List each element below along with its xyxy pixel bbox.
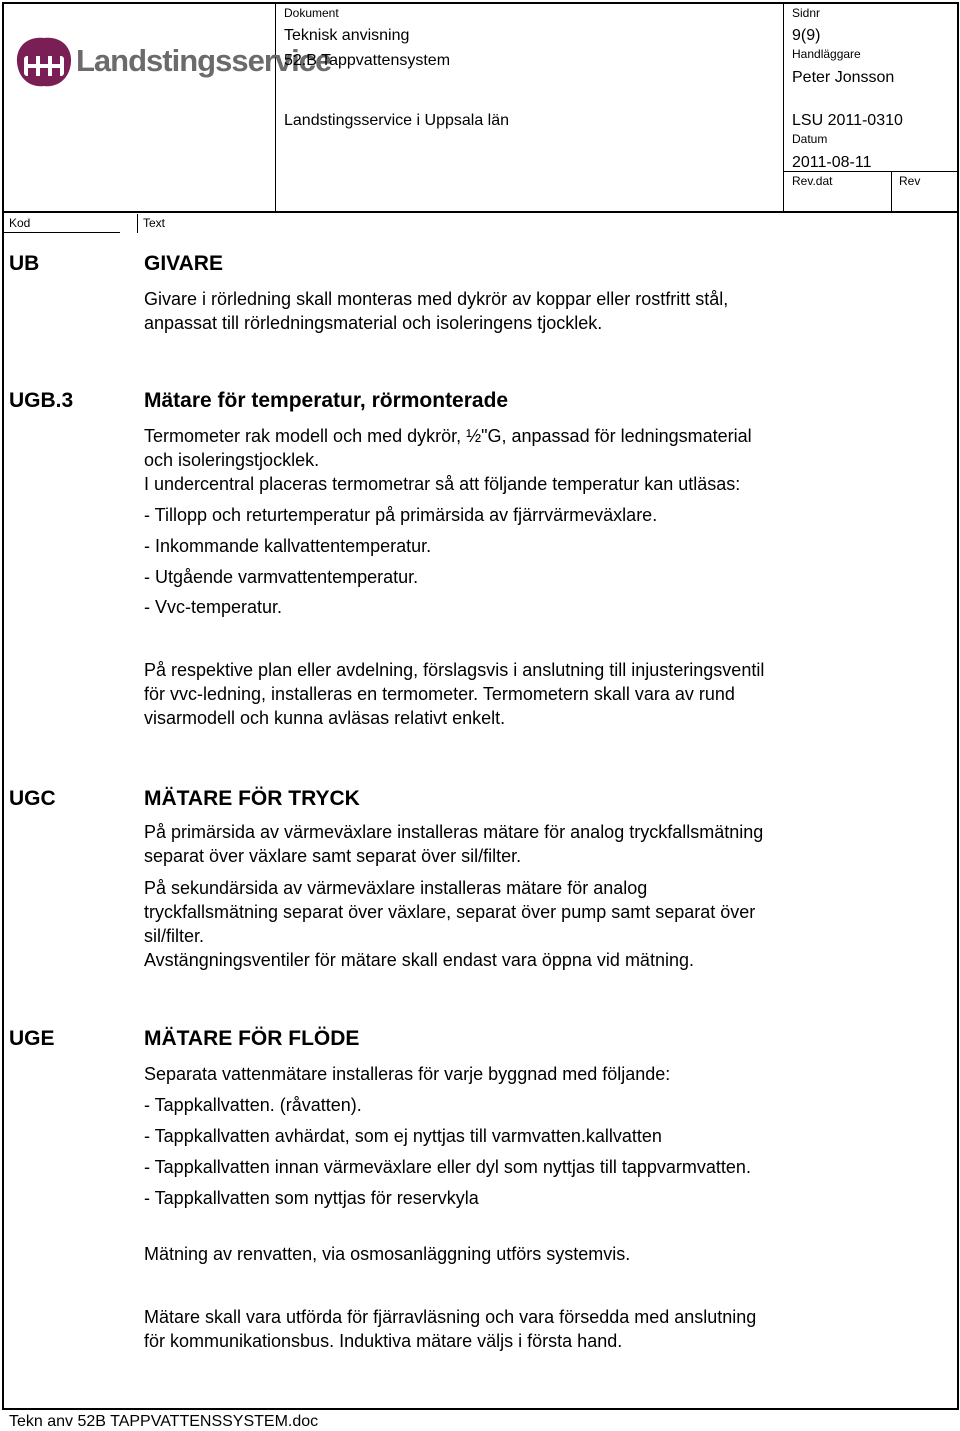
revdat-label: Rev.dat — [792, 174, 833, 188]
handlaggare-label: Handläggare — [792, 47, 861, 61]
paragraph-line: Mätare skall vara utförda för fjärravläsning och vara försedda med anslutning — [144, 1307, 757, 1327]
list-item: - Utgående varmvattentemperatur. — [144, 567, 419, 587]
paragraph-line: Separata vattenmätare installeras för varje byggnad med följande: — [144, 1064, 671, 1084]
paragraph-line: Avstängningsventiler för mätare skall endast vara öppna vid mätning. — [144, 950, 694, 970]
list-item: - Tappkallvatten. (råvatten). — [144, 1095, 362, 1115]
paragraph-line: På respektive plan eller avdelning, förslagsvis i anslutning till injusteringsventil — [144, 660, 765, 680]
body-bottom-border — [2, 1408, 959, 1410]
sidnr-label: Sidnr — [792, 6, 821, 20]
column-header-kod: Kod — [9, 216, 31, 230]
document-reference: LSU 2011-0310 — [792, 112, 903, 129]
section-heading: GIVARE — [144, 252, 223, 275]
header-divider-logo — [275, 2, 276, 212]
paragraph-line: På primärsida av värmeväxlare installeras mätare för analog tryckfallsmätning — [144, 822, 764, 842]
organisation-name: Landstingsservice i Uppsala län — [284, 112, 510, 129]
list-item: - Tappkallvatten som nyttjas för reservkyla — [144, 1188, 479, 1208]
section-heading: MÄTARE FÖR FLÖDE — [144, 1027, 360, 1050]
header-top-border — [2, 2, 958, 4]
section-code: UGB.3 — [9, 389, 74, 412]
paragraph-line: Termometer rak modell och med dykrör, ½"G, anpassad för ledningsmaterial — [144, 426, 752, 446]
organisation-logo — [14, 34, 332, 92]
paragraph-line: tryckfallsmätning separat över växlare, separat över pump samt separat över — [144, 902, 756, 922]
paragraph-line: I undercentral placeras termometrar så att följande temperatur kan utläsas: — [144, 474, 741, 494]
dokument-subtitle: 52.B Tappvattensystem — [284, 52, 451, 69]
datum-value: 2011-08-11 — [792, 154, 872, 171]
column-header-text: Text — [143, 216, 166, 230]
logo-mark-icon — [14, 34, 74, 90]
datum-label: Datum — [792, 132, 828, 146]
header-left-border — [2, 2, 4, 212]
rev-label: Rev — [899, 174, 921, 188]
column-divider-tick — [137, 214, 138, 233]
kod-underline — [2, 232, 120, 233]
footer-filename: Tekn anv 52B TAPPVATTENSSYSTEM.doc — [9, 1413, 319, 1430]
header-divider-right — [783, 2, 784, 212]
section-code: UB — [9, 252, 40, 275]
paragraph-line: separat över växlare samt separat över sil/filter. — [144, 846, 522, 866]
header-rev-divider — [891, 171, 892, 212]
list-item: - Tillopp och returtemperatur på primärsida av fjärrvärmeväxlare. — [144, 505, 658, 525]
body-left-border — [2, 212, 4, 1410]
paragraph-line: Givare i rörledning skall monteras med dykrör av koppar eller rostfritt stål, — [144, 289, 729, 309]
paragraph-line: anpassat till rörledningsmaterial och isoleringens tjocklek. — [144, 313, 603, 333]
paragraph-line: visarmodell och kunna avläsas relativt enkelt. — [144, 708, 506, 728]
dokument-title: Teknisk anvisning — [284, 27, 410, 44]
header-bottom-border — [2, 211, 958, 213]
list-item: - Tappkallvatten innan värmeväxlare eller dyl som nyttjas till tappvarmvatten. — [144, 1157, 751, 1177]
list-item: - Tappkallvatten avhärdat, som ej nyttjas till varmvatten.kallvatten — [144, 1126, 662, 1146]
logo-text: Landstingsservice — [76, 43, 332, 78]
body-right-border — [957, 212, 959, 1410]
section-heading: Mätare för temperatur, rörmonterade — [144, 389, 509, 412]
paragraph-line: På sekundärsida av värmeväxlare installeras mätare för analog — [144, 878, 648, 898]
paragraph-line: för kommunikationsbus. Induktiva mätare väljs i första hand. — [144, 1331, 623, 1351]
paragraph-line: Mätning av renvatten, via osmosanläggning utförs systemvis. — [144, 1244, 631, 1264]
paragraph-line: för vvc-ledning, installeras en termometer. Termometern skall vara av rund — [144, 684, 735, 704]
list-item: - Inkommande kallvattentemperatur. — [144, 536, 432, 556]
section-code: UGC — [9, 787, 56, 810]
section-heading: MÄTARE FÖR TRYCK — [144, 787, 360, 810]
sidnr-value: 9(9) — [792, 27, 821, 44]
handlaggare-value: Peter Jonsson — [792, 69, 895, 86]
dokument-label: Dokument — [284, 6, 339, 20]
paragraph-line: sil/filter. — [144, 926, 205, 946]
list-item: - Vvc-temperatur. — [144, 597, 283, 617]
paragraph-line: och isoleringstjocklek. — [144, 450, 320, 470]
section-code: UGE — [9, 1027, 55, 1050]
header-right-border — [957, 2, 959, 212]
